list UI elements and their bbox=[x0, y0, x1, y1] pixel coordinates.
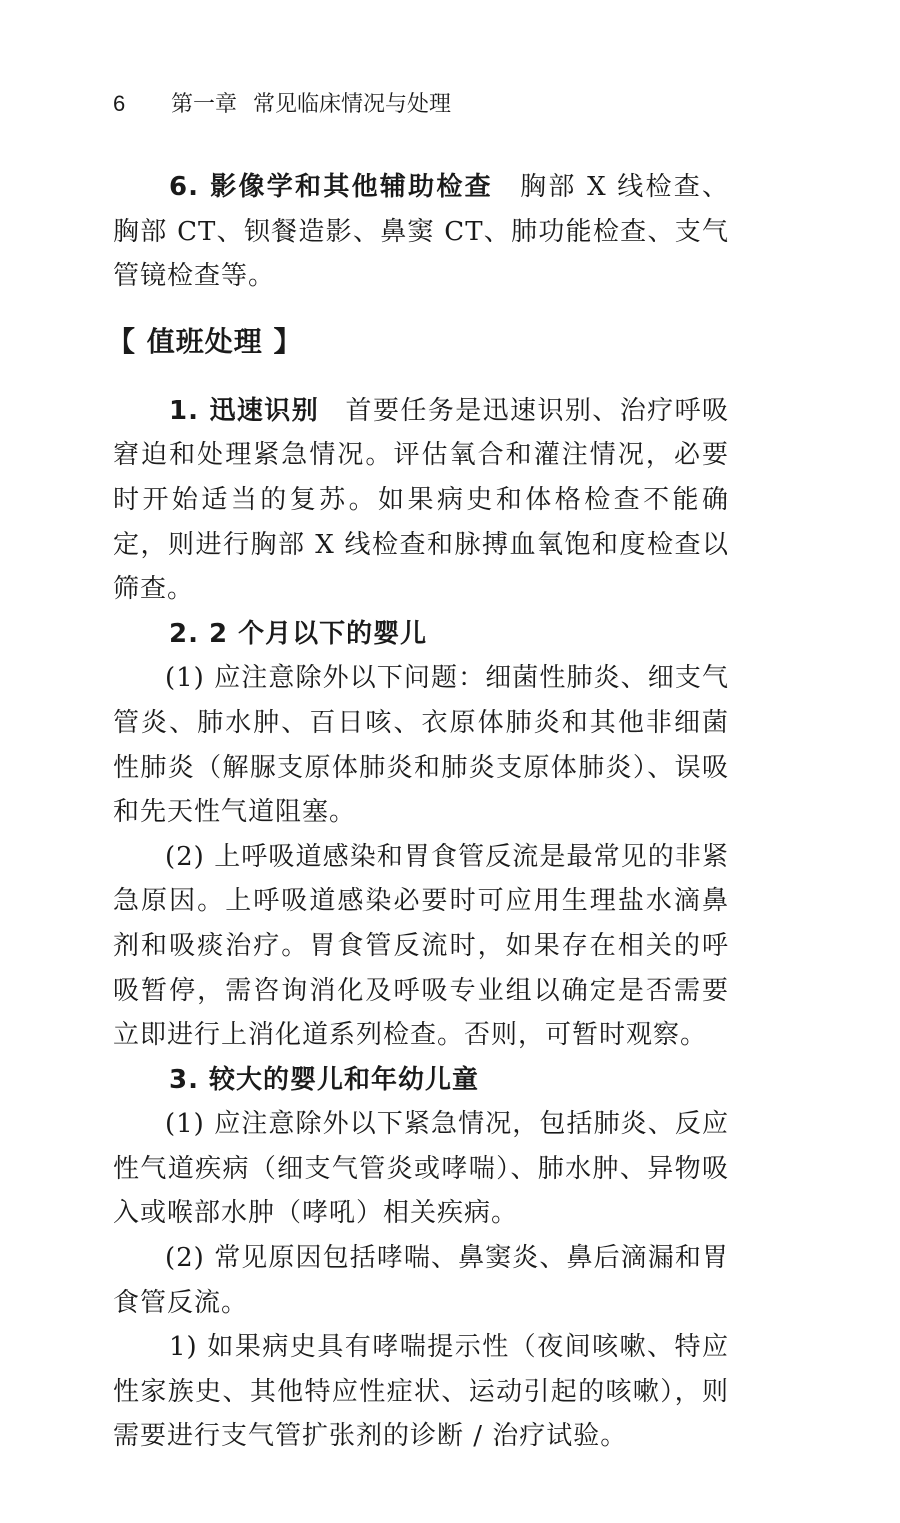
item-6-text: 胸部 X 线检查、胸部 CT、钡餐造影、鼻窦 CT、肺功能检查、支气管镜检查等。 bbox=[113, 172, 729, 292]
paragraph-item-3-1: (1) 应注意除外以下紧急情况，包括肺炎、反应性气道疾病（细支气管炎或哮喘）、肺水肿、异物吸入或喉部水肿（哮吼）相关疾病。 bbox=[113, 1109, 729, 1229]
body-text bbox=[107, 165, 729, 1459]
chapter-number: 第一章 bbox=[171, 91, 238, 116]
paragraph-item-6 bbox=[113, 165, 729, 299]
paragraph-item-2-heading bbox=[113, 612, 729, 657]
paragraph-item-2-2: (2) 上呼吸道感染和胃食管反流是最常见的非紧急原因。上呼吸道感染必要时可应用生理盐水滴鼻剂和吸痰治疗。胃食管反流时，如果存在相关的呼吸暂停，需咨询消化及呼吸专业组以确定是否需要立即进行上消化道系列检查。否则，可暂时观察。 bbox=[113, 841, 729, 1051]
item-3-heading: 3. 较大的婴儿和年幼儿童 bbox=[169, 1064, 480, 1095]
chapter-title: 常见临床情况与处理 bbox=[253, 91, 452, 116]
paragraph-item-1 bbox=[113, 389, 729, 612]
paragraph-item-3-heading bbox=[113, 1058, 729, 1103]
item-2-heading: 2. 2 个月以下的婴儿 bbox=[169, 618, 428, 649]
paragraph-item-3-2: (2) 常见原因包括哮喘、鼻窦炎、鼻后滴漏和胃食管反流。 bbox=[113, 1243, 729, 1318]
item-1-heading: 1. 迅速识别 bbox=[169, 395, 320, 426]
paragraph-item-2-1: (1) 应注意除外以下问题：细菌性肺炎、细支气管炎、肺水肿、百日咳、衣原体肺炎和其他非细菌性肺炎（解脲支原体肺炎和肺炎支原体肺炎）、误吸和先天性气道阻塞。 bbox=[113, 663, 729, 828]
running-header bbox=[113, 86, 733, 122]
page-number: 6 bbox=[113, 91, 126, 116]
item-6-heading: 6. 影像学和其他辅助检查 bbox=[169, 172, 493, 202]
item-1-text: 首要任务是迅速识别、治疗呼吸窘迫和处理紧急情况。评估氧合和灌注情况，必要时开始适当的复苏。如果病史和体格检查不能确定，则进行胸部 X 线检查和脉搏血氧饱和度检查以筛查。 bbox=[113, 395, 729, 605]
section-heading: 【 值班处理 】 bbox=[107, 324, 303, 358]
paragraph-item-3-2-1: 1) 如果病史具有哮喘提示性（夜间咳嗽、特应性家族史、其他特应性症状、运动引起的咳嗽），则需要进行支气管扩张剂的诊断 / 治疗试验。 bbox=[113, 1332, 729, 1452]
